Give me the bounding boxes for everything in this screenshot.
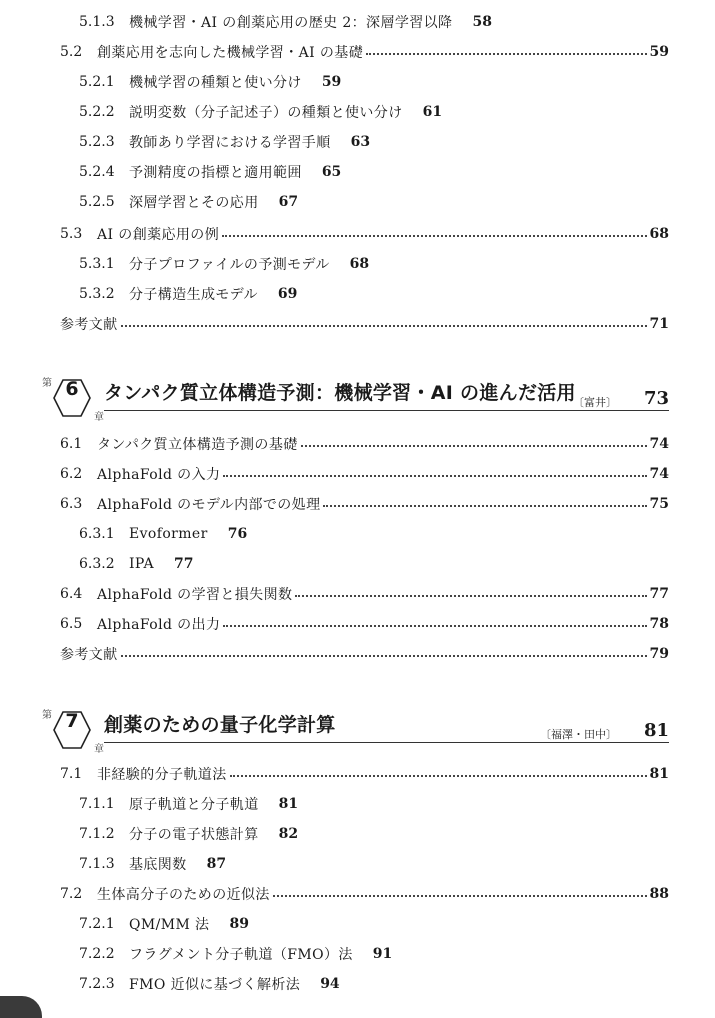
toc-entry: 5.2.1 機械学習の種類と使い分け 59 <box>79 74 342 91</box>
toc-entry: 5.3.2 分子構造生成モデル 69 <box>79 286 298 303</box>
toc-section: 5.3 AI の創薬応用の例 68 <box>60 226 669 243</box>
toc-entry: 5.2.4 予測精度の指標と適用範囲 65 <box>79 164 342 181</box>
chapter-title: タンパク質立体構造予測：機械学習・AI の進んだ活用 <box>104 382 576 404</box>
toc-entry: 7.2.1 QM/MM 法 89 <box>79 916 249 933</box>
toc-entry: 5.2.2 説明変数（分子記述子）の種類と使い分け 61 <box>79 104 443 121</box>
toc-section: 6.4 AlphaFold の学習と損失関数 77 <box>60 586 669 603</box>
chapter-title: 創薬のための量子化学計算 <box>104 714 336 736</box>
chapter-suffix: 章 <box>94 744 104 755</box>
chapter-number: 7 <box>65 710 79 732</box>
toc-entry: 7.2.2 フラグメント分子軌道（FMO）法 91 <box>79 946 393 963</box>
toc-entry: 7.1.1 原子軌道と分子軌道 81 <box>79 796 299 813</box>
toc-entry: 5.2.3 教師あり学習における学習手順 63 <box>79 134 371 151</box>
toc-section: 6.2 AlphaFold の入力 74 <box>60 466 669 483</box>
toc-section: 7.1 非経験的分子軌道法 81 <box>60 766 669 783</box>
toc-entry: 7.1.3 基底関数 87 <box>79 856 227 873</box>
toc-entry: 5.1.3 機械学習・AI の創薬応用の歴史 2：深層学習以降 58 <box>79 14 492 31</box>
toc-section: 6.5 AlphaFold の出力 78 <box>60 616 669 633</box>
chapter-rule <box>104 742 669 743</box>
chapter-rule <box>104 410 669 411</box>
chapter-prefix: 第 <box>42 710 52 721</box>
chapter-6-header <box>42 372 669 432</box>
toc-entry: 7.1.2 分子の電子状態計算 82 <box>79 826 299 843</box>
toc-section: 7.2 生体高分子のための近似法 88 <box>60 886 669 903</box>
toc-section: 6.3 AlphaFold のモデル内部での処理 75 <box>60 496 669 513</box>
chapter-author: 〔福澤・田中〕 <box>540 728 617 741</box>
chapter-author: 〔富井〕 <box>573 396 617 409</box>
toc-entry: 6.3.2 IPA 77 <box>79 556 194 572</box>
chapter-number: 6 <box>65 378 79 400</box>
toc-references: 参考文献 79 <box>60 646 669 663</box>
toc-section: 6.1 タンパク質立体構造予測の基礎 74 <box>60 436 669 453</box>
chapter-suffix: 章 <box>94 412 104 423</box>
toc-entry: 5.3.1 分子プロファイルの予測モデル 68 <box>79 256 370 273</box>
scroll-indicator <box>0 996 42 1018</box>
chapter-page: 81 <box>643 720 669 741</box>
toc-section: 5.2 創薬応用を志向した機械学習・AI の基礎 59 <box>60 44 669 61</box>
toc-entry: 5.2.5 深層学習とその応用 67 <box>79 194 299 211</box>
toc-entry: 6.3.1 Evoformer 76 <box>79 526 248 542</box>
toc-entry: 7.2.3 FMO 近似に基づく解析法 94 <box>79 976 340 993</box>
chapter-page: 73 <box>643 388 669 409</box>
chapter-prefix: 第 <box>42 378 52 389</box>
toc-references: 参考文献 71 <box>60 316 669 333</box>
chapter-7-header <box>42 704 669 764</box>
